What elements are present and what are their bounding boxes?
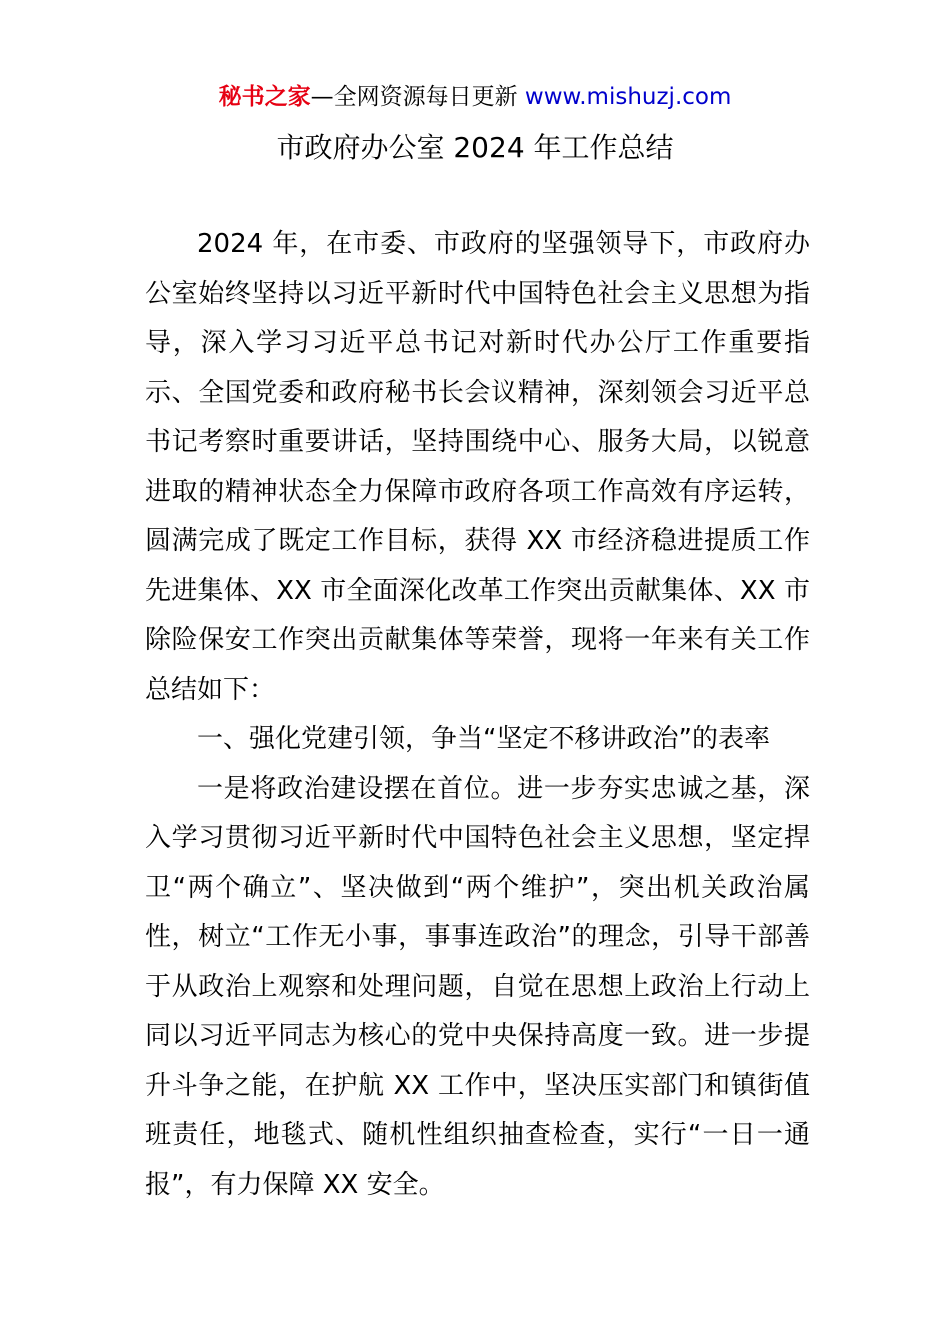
site-url-link[interactable]: www.mishuzj.com [524, 84, 732, 110]
site-brand: 秘书之家 [218, 84, 311, 110]
intro-paragraph: 2024 年，在市委、市政府的坚强领导下，市政府办公室始终坚持以习近平新时代中国特色社会主义思想为指导，深入学习习近平总书记对新时代办公厅工作重要指示、全国党委和政府秘书长会议精神，深刻领会习近平总书记考察时重要讲话，坚持围绕中心、服务大局，以锐意进取的精神状态全力保障市政府各项工作高效有序运转，圆满完成了既定工作目标，获得 XX 市经济稳进提质工作先进集体、XX 市全面深化改革工作突出贡献集体、XX 市除险保安工作突出贡献集体等荣誉，现将一年来有关工作总结如下： [145, 229, 810, 705]
site-header [0, 80, 950, 114]
section-heading-1: 一、强化党建引领，争当“坚定不移讲政治”的表率 [197, 724, 770, 754]
site-tagline: —全网资源每日更新 [310, 84, 518, 110]
document-body [145, 220, 810, 1210]
body-paragraph: 一是将政治建设摆在首位。进一步夯实忠诚之基，深入学习贯彻习近平新时代中国特色社会主义思想，坚定捍卫“两个确立”、坚决做到“两个维护”，突出机关政治属性，树立“工作无小事，事事连政治”的理念，引导干部善于从政治上观察和处理问题，自觉在思想上政治上行动上同以习近平同志为核心的党中央保持高度一致。进一步提升斗争之能，在护航 XX 工作中，坚决压实部门和镇街值班责任，地毯式、随机性组织抽查检查，实行“一日一通报”，有力保障 XX 安全。 [145, 773, 810, 1200]
document-title: 市政府办公室 2024 年工作总结 [276, 131, 674, 164]
